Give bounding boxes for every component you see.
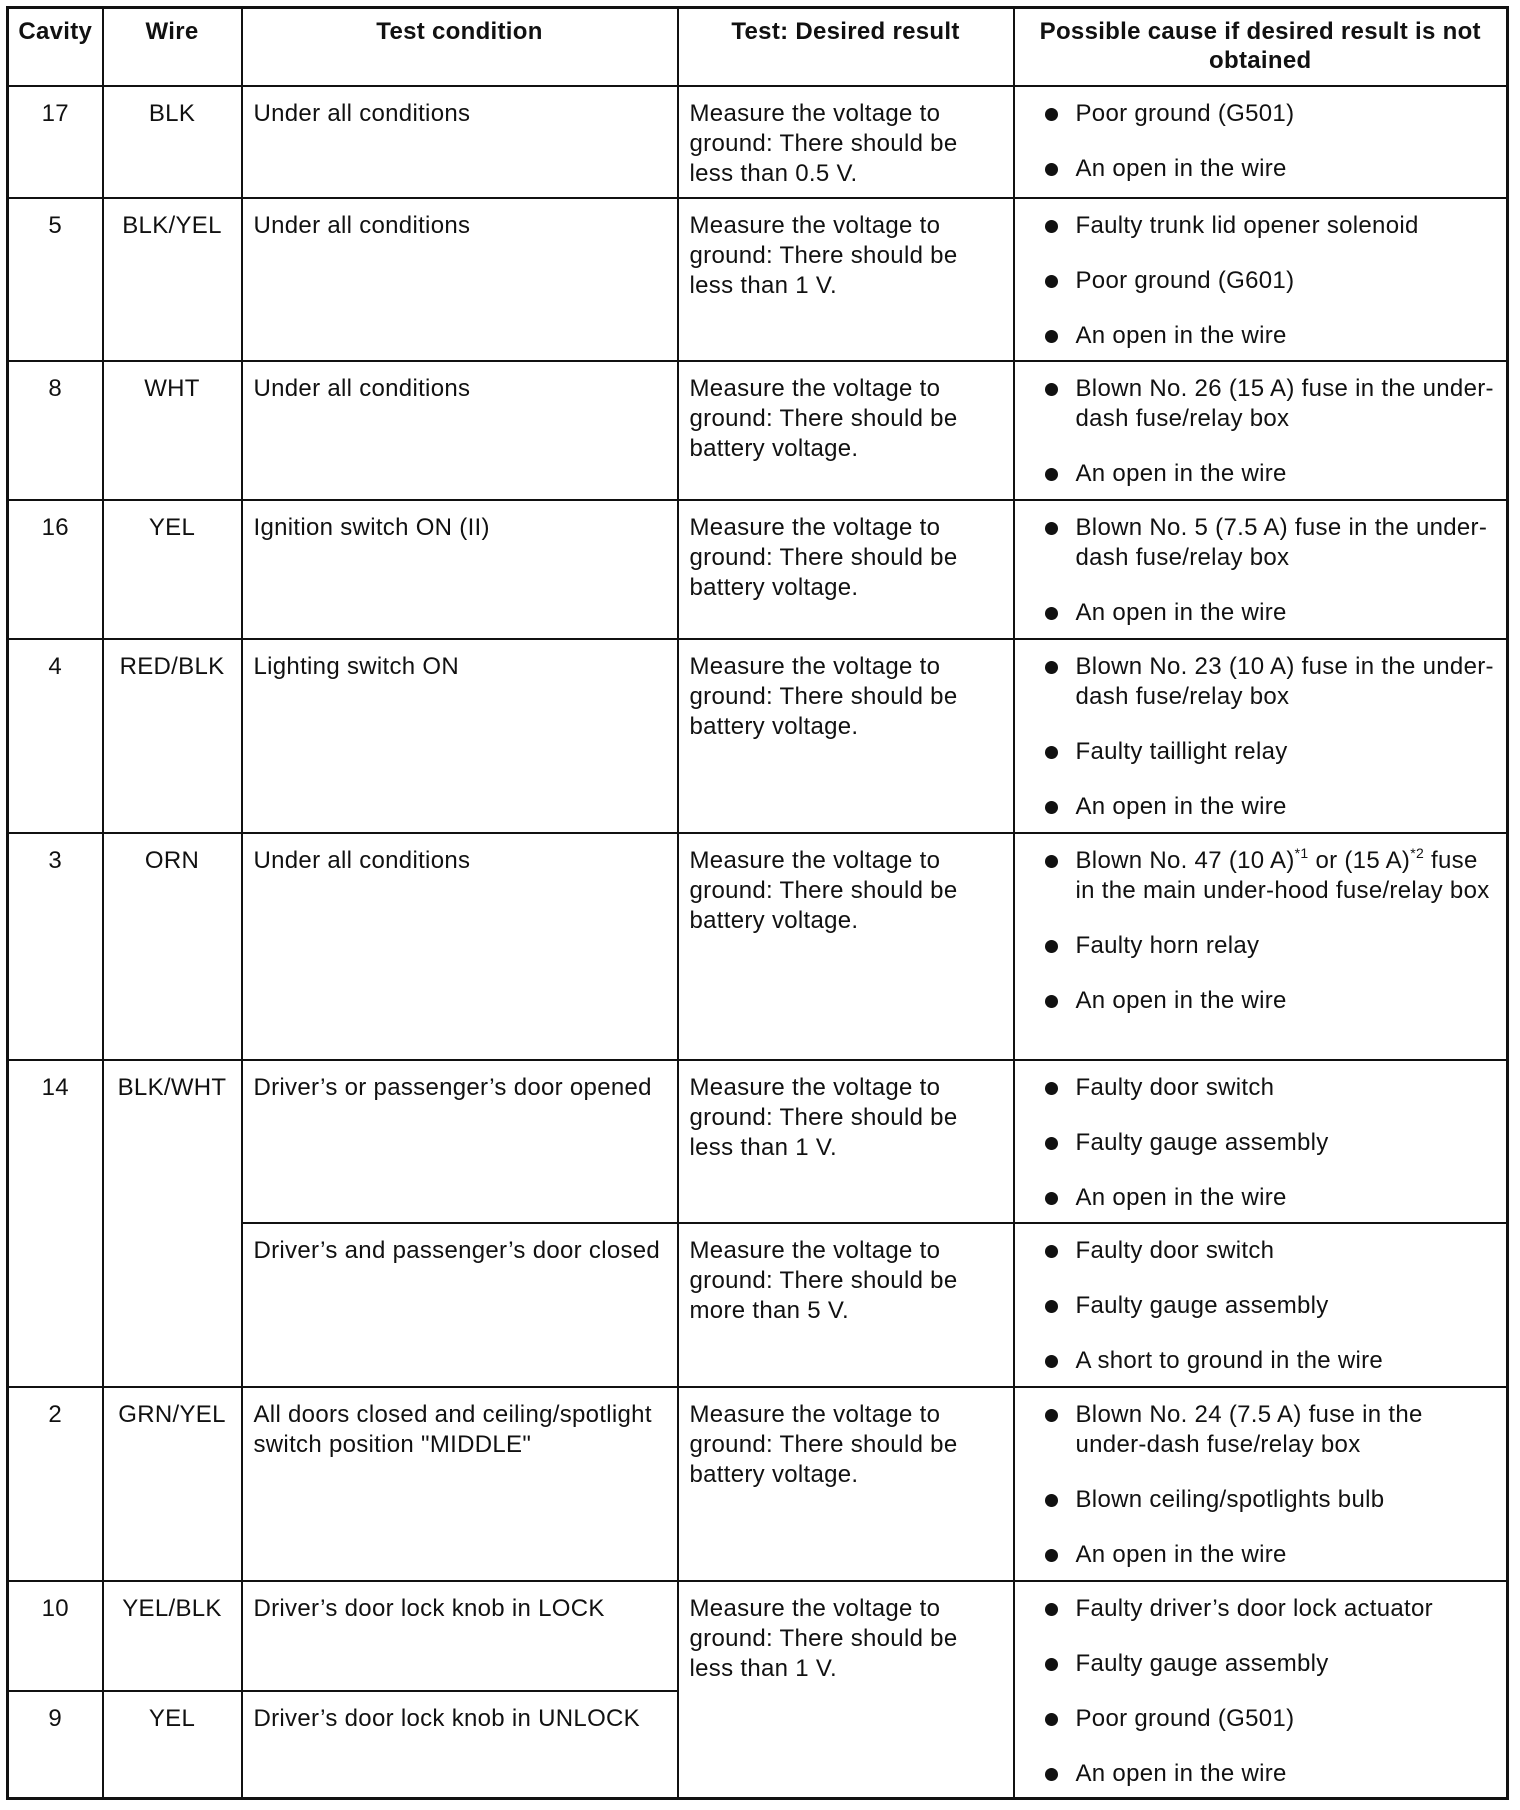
bullet-icon: [1045, 1713, 1058, 1726]
bullet-icon: [1045, 1082, 1058, 1095]
cause-text: Faulty taillight relay: [1075, 738, 1288, 766]
condition-cell: Driver’s door lock knob in LOCK: [242, 1581, 678, 1691]
cause-text: Faulty horn relay: [1075, 932, 1260, 960]
cause-cell: [1014, 198, 1508, 362]
cause-text: Faulty gauge assembly: [1075, 1292, 1329, 1320]
cause-text: Poor ground (G501): [1075, 1704, 1295, 1732]
table-row: [8, 198, 1508, 362]
cause-item: [1037, 1400, 1501, 1460]
bullet-icon: [1045, 1245, 1058, 1258]
cavity-cell: 8: [8, 361, 103, 499]
cause-text-part: Blown No. 47 (10 A): [1075, 847, 1295, 875]
condition-cell: Under all conditions: [242, 86, 678, 198]
table-row: [8, 639, 1508, 833]
cause-item: [1037, 1594, 1501, 1624]
cause-item: [1037, 598, 1501, 628]
result-cell: Measure the voltage to ground: There should be less than 1 V.: [678, 1060, 1014, 1224]
cause-cell: [1014, 1581, 1508, 1799]
cause-text: A short to ground in the wire: [1075, 1347, 1384, 1375]
cause-item: [1037, 1291, 1501, 1321]
cause-cell: [1014, 500, 1508, 639]
cause-text: Blown No. 5 (7.5 A) fuse in the under-dash fuse/relay box: [1075, 513, 1488, 571]
cause-item: [1037, 513, 1501, 573]
cause-text: An open in the wire: [1075, 598, 1287, 626]
cavity-cell: 4: [8, 639, 103, 833]
table-row: [8, 361, 1508, 499]
header-row: [8, 8, 1508, 86]
bullet-icon: [1045, 163, 1058, 176]
cause-item: [1037, 1649, 1501, 1679]
cause-text: An open in the wire: [1075, 154, 1287, 182]
cause-item: [1037, 374, 1501, 434]
table-row: [8, 833, 1508, 1060]
cause-text: Faulty trunk lid opener solenoid: [1075, 211, 1419, 239]
bullet-icon: [1045, 468, 1058, 481]
cause-list: [1037, 846, 1501, 1016]
bullet-icon: [1045, 275, 1058, 288]
cavity-cell: 14: [8, 1060, 103, 1387]
bullet-icon: [1045, 855, 1058, 868]
cause-item: [1037, 1540, 1501, 1570]
condition-cell: Under all conditions: [242, 361, 678, 499]
condition-cell: Lighting switch ON: [242, 639, 678, 833]
cause-item: [1037, 792, 1501, 822]
cause-text: Faulty door switch: [1075, 1237, 1275, 1265]
cause-list: [1037, 99, 1501, 184]
bullet-icon: [1045, 1768, 1058, 1781]
cause-item: [1037, 99, 1501, 129]
condition-cell: Under all conditions: [242, 198, 678, 362]
bullet-icon: [1045, 1137, 1058, 1150]
cavity-cell: 10: [8, 1581, 103, 1691]
condition-cell: Under all conditions: [242, 833, 678, 1060]
bullet-icon: [1045, 746, 1058, 759]
footnote-marker: *1: [1294, 845, 1309, 862]
result-cell: Measure the voltage to ground: There should be battery voltage.: [678, 833, 1014, 1060]
header-test-condition: Test condition: [242, 8, 678, 86]
condition-cell: Ignition switch ON (II): [242, 500, 678, 639]
cavity-cell: 9: [8, 1691, 103, 1798]
cause-list: [1037, 513, 1501, 628]
cause-text: Blown No. 26 (15 A) fuse in the under-dash fuse/relay box: [1075, 375, 1494, 433]
bullet-icon: [1045, 220, 1058, 233]
header-desired-result: Test: Desired result: [678, 8, 1014, 86]
cause-list: [1037, 1400, 1501, 1570]
condition-cell: Driver’s door lock knob in UNLOCK: [242, 1691, 678, 1798]
cause-cell: [1014, 639, 1508, 833]
cause-text: An open in the wire: [1075, 1541, 1287, 1568]
cause-cell: [1014, 1060, 1508, 1224]
cavity-cell: 17: [8, 86, 103, 198]
bullet-icon: [1045, 108, 1058, 121]
header-possible-cause: Possible cause if desired result is not obtained: [1014, 8, 1508, 86]
wire-cell: YEL/BLK: [103, 1581, 242, 1691]
result-cell: Measure the voltage to ground: There should be less than 0.5 V.: [678, 86, 1014, 198]
cause-text-part: or (15 A): [1308, 847, 1411, 875]
cause-text: Poor ground (G601): [1075, 266, 1295, 294]
cause-text: An open in the wire: [1075, 987, 1287, 1015]
bullet-icon: [1045, 1355, 1058, 1368]
cause-text: Faulty driver’s door lock actuator: [1075, 1594, 1433, 1622]
cause-text: Faulty door switch: [1075, 1073, 1275, 1101]
bullet-icon: [1045, 1300, 1058, 1313]
bullet-icon: [1045, 995, 1058, 1008]
cause-text: Faulty gauge assembly: [1075, 1649, 1329, 1677]
cause-cell: [1014, 86, 1508, 198]
cavity-cell: 16: [8, 500, 103, 639]
cause-list: [1037, 652, 1501, 822]
bullet-icon: [1045, 330, 1058, 343]
header-cavity: Cavity: [8, 8, 103, 86]
cause-text: An open in the wire: [1075, 793, 1287, 821]
cause-text: Blown No. 23 (10 A) fuse in the under-dash fuse/relay box: [1075, 653, 1494, 711]
cause-cell: [1014, 1387, 1508, 1581]
cause-item: [1037, 154, 1501, 184]
wire-cell: WHT: [103, 361, 242, 499]
cause-item: [1037, 1759, 1501, 1789]
bullet-icon: [1045, 1494, 1058, 1507]
cause-item: [1037, 737, 1501, 767]
cause-list: [1037, 1594, 1501, 1789]
bullet-icon: [1045, 1658, 1058, 1671]
cause-text-part: fuse in the main under-hood fuse/relay box: [1075, 847, 1490, 905]
bullet-icon: [1045, 661, 1058, 674]
cause-item: [1037, 1704, 1501, 1734]
wire-cell: GRN/YEL: [103, 1387, 242, 1581]
cause-text: An open in the wire: [1075, 321, 1287, 349]
cause-item: [1037, 321, 1501, 351]
wire-cell: ORN: [103, 833, 242, 1060]
cause-text: Blown No. 24 (7.5 A) fuse in the under-dash fuse/relay box: [1075, 1401, 1423, 1458]
result-cell: Measure the voltage to ground: There should be battery voltage.: [678, 1387, 1014, 1581]
bullet-icon: [1045, 940, 1058, 953]
cause-text: Blown ceiling/spotlights bulb: [1075, 1486, 1385, 1513]
cause-text: An open in the wire: [1075, 1183, 1287, 1211]
bullet-icon: [1045, 1549, 1058, 1562]
cause-item: [1037, 1128, 1501, 1158]
cause-item: [1037, 986, 1501, 1016]
wire-cell: RED/BLK: [103, 639, 242, 833]
cause-cell: [1014, 361, 1508, 499]
header-wire: Wire: [103, 8, 242, 86]
cause-item: [1037, 846, 1501, 906]
cause-text: [1076, 846, 1501, 906]
cause-list: [1037, 211, 1501, 351]
cause-item: [1037, 1236, 1501, 1266]
bullet-icon: [1045, 1603, 1058, 1616]
result-cell: Measure the voltage to ground: There should be less than 1 V.: [678, 198, 1014, 362]
cause-item: [1037, 1073, 1501, 1103]
cause-list: [1037, 1236, 1501, 1376]
table-row: [8, 1060, 1508, 1224]
condition-cell: Driver’s or passenger’s door opened: [242, 1060, 678, 1224]
wire-cell: YEL: [103, 500, 242, 639]
cavity-cell: 2: [8, 1387, 103, 1581]
result-cell: Measure the voltage to ground: There should be more than 5 V.: [678, 1223, 1014, 1387]
cause-list: [1037, 374, 1501, 489]
cause-item: [1037, 459, 1501, 489]
cause-text: An open in the wire: [1075, 1759, 1287, 1787]
cause-item: [1037, 931, 1501, 961]
cavity-cell: 5: [8, 198, 103, 362]
bullet-icon: [1045, 1409, 1058, 1422]
bullet-icon: [1045, 383, 1058, 396]
bullet-icon: [1045, 607, 1058, 620]
condition-cell: All doors closed and ceiling/spotlight switch position "MIDDLE": [242, 1387, 678, 1581]
cause-item: [1037, 1485, 1501, 1515]
cause-item: [1037, 652, 1501, 712]
bullet-icon: [1045, 522, 1058, 535]
cause-item: [1037, 266, 1501, 296]
diagnostic-table: [6, 6, 1509, 1800]
cause-item: [1037, 211, 1501, 241]
result-cell: Measure the voltage to ground: There should be less than 1 V.: [678, 1581, 1014, 1799]
result-cell: Measure the voltage to ground: There should be battery voltage.: [678, 361, 1014, 499]
table-row: [8, 86, 1508, 198]
cavity-cell: 3: [8, 833, 103, 1060]
wire-cell: BLK: [103, 86, 242, 198]
cause-text: An open in the wire: [1075, 460, 1287, 488]
cause-cell: [1014, 1223, 1508, 1387]
bullet-icon: [1045, 801, 1058, 814]
cause-text: Poor ground (G501): [1075, 99, 1295, 127]
result-cell: Measure the voltage to ground: There should be battery voltage.: [678, 639, 1014, 833]
cause-text: Faulty gauge assembly: [1075, 1128, 1329, 1156]
table-row: [8, 1387, 1508, 1581]
bullet-icon: [1045, 1192, 1058, 1205]
wire-cell: BLK/WHT: [103, 1060, 242, 1387]
cause-item: [1037, 1183, 1501, 1213]
table-row: [8, 500, 1508, 639]
wire-cell: YEL: [103, 1691, 242, 1798]
cause-item: [1037, 1346, 1501, 1376]
cause-list: [1037, 1073, 1501, 1213]
table-row: [8, 1581, 1508, 1691]
result-cell: Measure the voltage to ground: There should be battery voltage.: [678, 500, 1014, 639]
cause-cell: [1014, 833, 1508, 1060]
footnote-marker: *2: [1410, 845, 1425, 862]
condition-cell: Driver’s and passenger’s door closed: [242, 1223, 678, 1387]
wire-cell: BLK/YEL: [103, 198, 242, 362]
